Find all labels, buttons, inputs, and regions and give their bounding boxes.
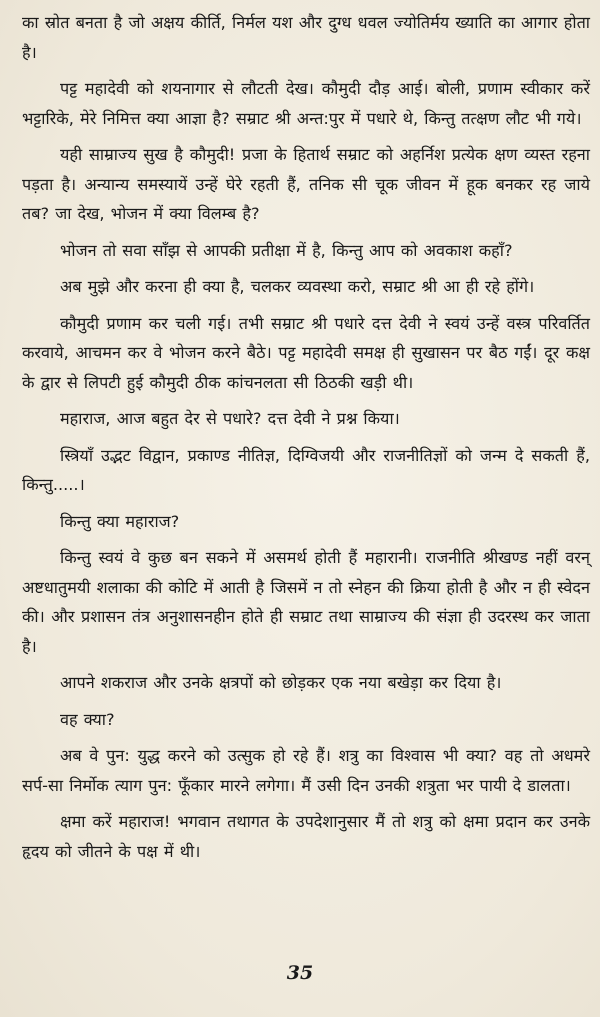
paragraph-6: कौमुदी प्रणाम कर चली गई। तभी सम्राट श्री पधारे दत्त देवी ने स्वयं उन्हें वस्त्र परिवर्तित करवाये, आचमन कर वे भोजन करने बैठे। पट्ट महादेवी समक्ष ही सुखासन पर बैठ गईं। दूर कक्ष के द्वार से लिपटी हुई कौमुदी ठीक कांचनलता सी ठिठकी खड़ी थी। [22,313,590,392]
page-number: 35 [286,962,314,984]
paragraph-4: भोजन तो सवा साँझ से आपकी प्रतीक्षा में है, किन्तु आप को अवकाश कहाँ? [60,240,513,260]
paragraph-11: आपने शकराज और उनके क्षत्रपों को छोड़कर एक नया बखेड़ा कर दिया है। [60,673,502,692]
paragraph-12: वह क्या? [60,709,115,729]
paragraph-13: अब वे पुन: युद्ध करने को उत्सुक हो रहे हैं। शत्रु का विश्वास भी क्या? वह तो अधमरे सर्प-सा निर्मोक त्याग पुन: फूँकार मारने लगेगा। मैं उसी दिन उनकी शत्रुता भर पायी दे डालता। [22,746,590,795]
paragraph-14: क्षमा करें महाराज! भगवान तथागत के उपदेशानुसार मैं तो शत्रु को क्षमा प्रदान कर उनके हृदय को जीतने के पक्ष में थी। [22,812,590,861]
paragraph-7: महाराज, आज बहुत देर से पधारे? दत्त देवी ने प्रश्न किया। [60,409,400,428]
paragraph-1: का स्रोत बनता है जो अक्षय कीर्ति, निर्मल यश और दुग्ध धवल ज्योतिर्मय ख्याति का आगार होता है। [22,13,590,62]
page-body [22,8,590,873]
paragraph-8: स्त्रियाँ उद्भट विद्वान, प्रकाण्ड नीतिज्ञ, दिग्विजयी और राजनीतिज्ञों को जन्म दे सकती हैं, किन्तु.....। [22,445,590,494]
paragraph-2: पट्ट महादेवी को शयनागार से लौटती देख। कौमुदी दौड़ आई। बोली, प्रणाम स्वीकार करें भट्टारिके, मेरे निमित्त क्या आज्ञा है? सम्राट श्री अन्त:पुर में पधारे थे, किन्तु तत्क्षण लौट भी गये। [22,79,590,128]
paragraph-5: अब मुझे और करना ही क्या है, चलकर व्यवस्था करो, सम्राट श्री आ ही रहे होंगे। [60,277,535,296]
paragraph-3: यही साम्राज्य सुख है कौमुदी! प्रजा के हितार्थ सम्राट को अहर्निश प्रत्येक क्षण व्यस्त रहना पड़ता है। अन्यान्य समस्यायें उन्हें घेरे रहती हैं, तनिक सी चूक जीवन में हूक बनकर रह जाये तब? जा देख, भोजन में क्या विलम्ब है? [22,145,590,223]
paragraph-10: किन्तु स्वयं वे कुछ बन सकने में असमर्थ होती हैं महारानी। राजनीति श्रीखण्ड नहीं वरन् अष्टधातुमयी शलाका की कोटि में आती है जिसमें न तो स्नेहन की क्रिया होती है और न ही स्वेदन की। और प्रशासन तंत्र अनुशासनहीन होते ही सम्राट तथा साम्राज्य की संज्ञा ही उदरस्थ कर जाता है। [22,548,590,656]
paragraph-9: किन्तु क्या महाराज? [60,511,180,531]
